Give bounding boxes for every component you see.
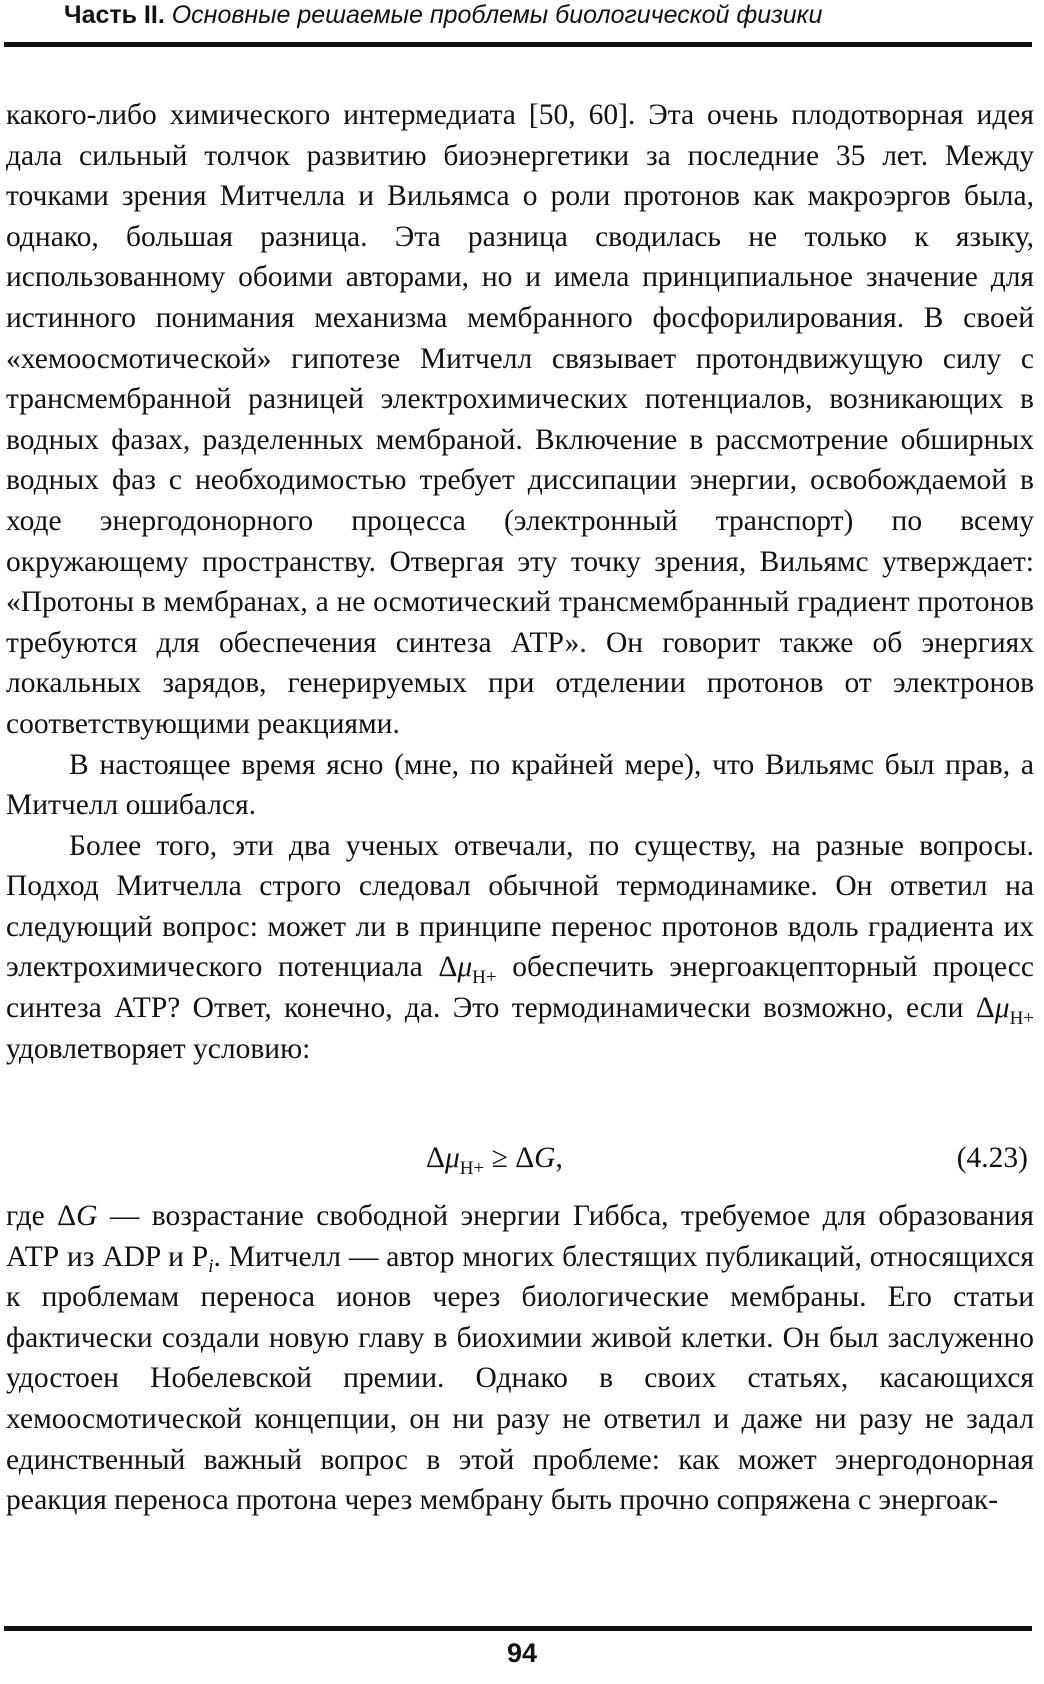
- equation-formula: $\Delta\mu_{H+} \ge \Delta G$,: [426, 1142, 563, 1179]
- paragraph-4: где ΔG — возрастание свободной энергии Гиббса, требуемое для образования АТР из ADP и $P_i$. Митчелл — автор многих блестящих публикаций, относящихся к проблемам переноса ионов через биологические мембраны. Его статьи фактически создали новую главу в биохимии живой клетки. Он был заслуженно удостоен Нобелевской премии. Однако в своих статьях, касающихся хемоосмотической концепции, он ни разу не ответил и даже ни разу не задал единственный важный вопрос в этой проблеме: как может энергодонорная реакция переноса протона через мембрану быть прочно сопряжена с энергоак-: [6, 1200, 1034, 1517]
- paragraph-2: В настоящее время ясно (мне, по крайней мере), что Вильямс был прав, а Митчелл ошибался.: [6, 748, 1034, 822]
- inline-formula-delta-g: ΔG: [57, 1200, 98, 1232]
- paragraph-3-part-1: Более того, эти два ученых отвечали, по существу, на разные вопросы. Подход Митчелла строго следовал обычной термодинамике. Он ответил на следующий вопрос: может ли в принципе перенос протонов вдоль градиента их электрохимического потенциала: [6, 829, 1034, 984]
- page-number: 94: [506, 1638, 538, 1668]
- inline-formula-delta-mu-1: $\Delta\mu_{H+}$: [438, 951, 497, 989]
- paragraph-1: какого-либо химического интермедиата [50, 60]. Эта очень плодотворная идея дала сильный толчок развитию биоэнергетики за последние 35 лет. Между точками зрения Митчелла и Вильямса о роли протонов как макроэргов была, однако, большая разница. Эта разница сводилась не только к языку, использованному обоими авторами, но и имела принципиальное значение для истинного понимания механизма мембранного фосфорилирования. В своей «хемоосмотической» гипотезе Митчелл связывает протондвижущую силу с трансмембранной разницей электрохимических потенциалов, возникающих в водных фазах, разделенных мембраной. Включение в рассмотрение обширных водных фаз с необходимостью требует диссипации энергии, освобождаемой в ходе энергодонорного процесса (электронный транспорт) по всему окружающему пространству. Отвергая эту точку зрения, Вильямс утверждает: «Протоны в мембранах, а не осмотический трансмембранный градиент протонов требуются для обеспечения синтеза АТР». Он говорит также об энергиях локальных зарядов, генерируемых при отделении протонов от электронов соответствующими реакциями.: [6, 99, 1034, 740]
- running-head: [64, 0, 822, 30]
- paragraph-3-part-3: удовлетворяет условию:: [6, 1032, 311, 1065]
- paragraph-3: [6, 826, 1034, 1070]
- continuation-text-block: [6, 1196, 1034, 1521]
- part-title: Основные решаемые проблемы биологической физики: [171, 1, 823, 29]
- footer-rule: [4, 1626, 1032, 1631]
- paragraph-3-part-2: обеспечить энергоакцепторный процесс синтеза АТР? Ответ, конечно, да. Это термодинамически возможно, если: [6, 951, 1034, 1025]
- main-text-block: [6, 95, 1034, 1069]
- part-label: Часть II.: [64, 1, 165, 29]
- inline-formula-delta-mu-2: $\Delta\mu_{H+}$: [975, 992, 1034, 1030]
- equation-number: (4.23): [956, 1142, 1028, 1174]
- equation-4-23: [6, 1136, 1030, 1180]
- pi-subscript: i: [208, 1255, 214, 1277]
- header-rule: [4, 42, 1032, 47]
